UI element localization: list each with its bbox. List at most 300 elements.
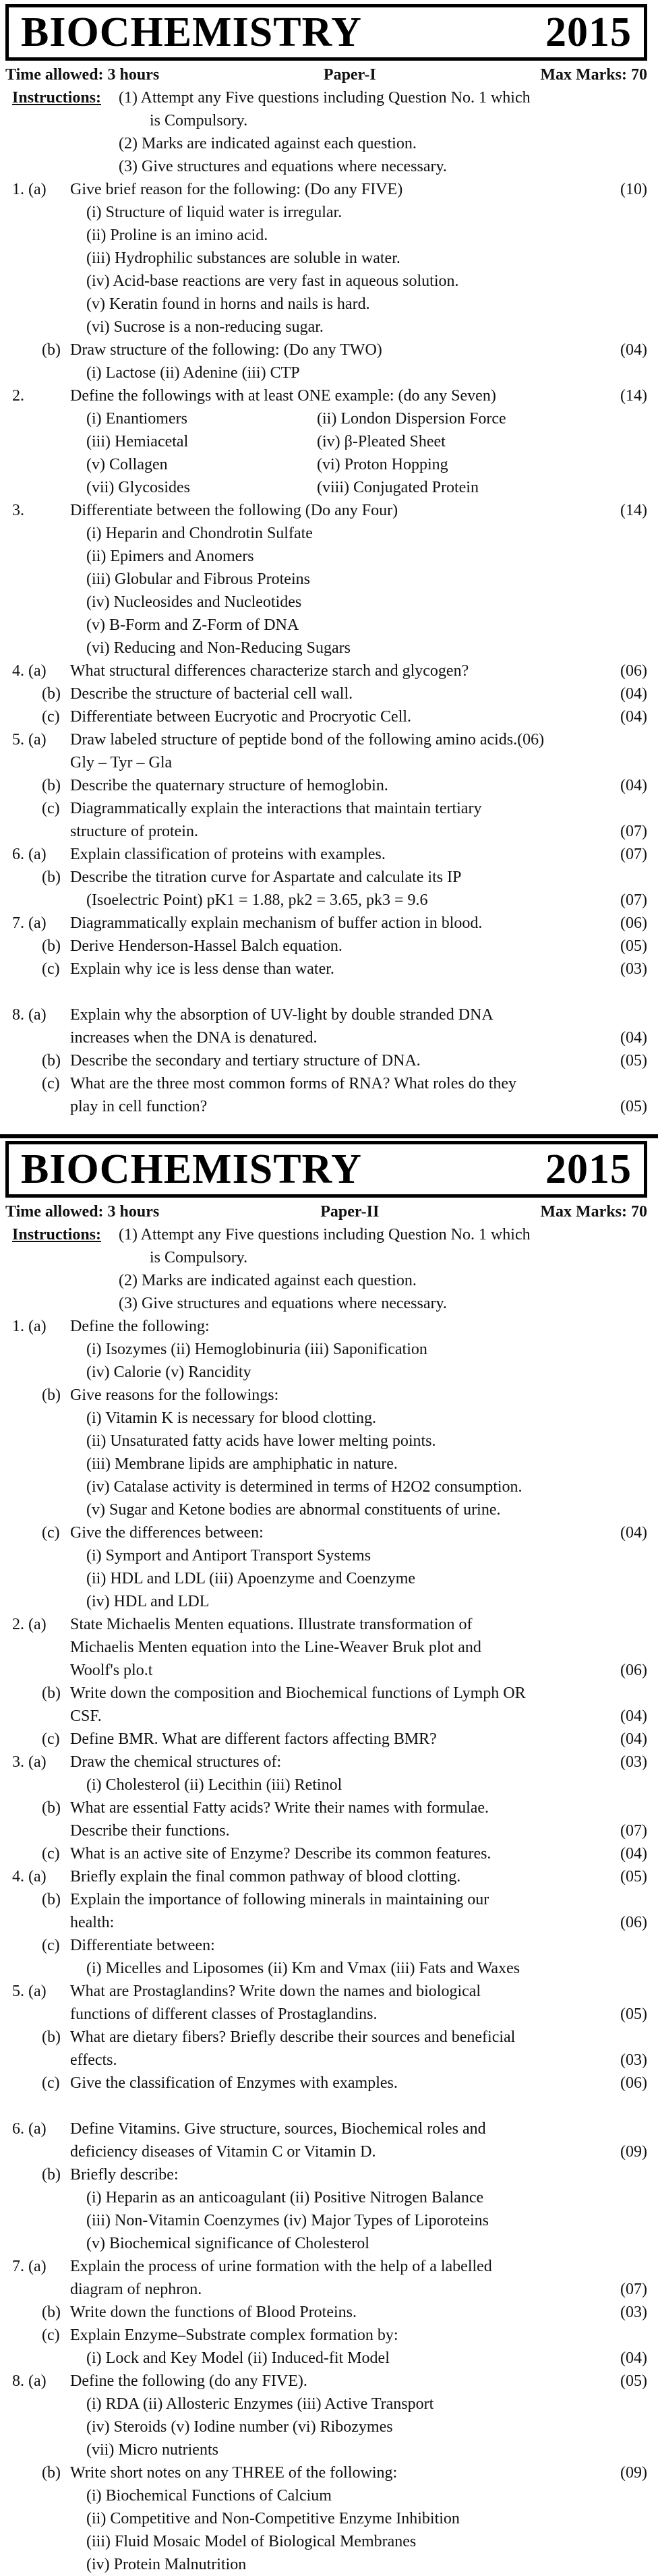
question-line <box>0 1475 658 1498</box>
paper-2-meta <box>5 1202 647 1222</box>
question-line <box>0 2003 658 2026</box>
marks-value: (06) <box>620 914 647 932</box>
question-text: (i) Lactose (ii) Adenine (iii) CTP <box>86 364 300 382</box>
instruction-text: (3) Give structures and equations where necessary. <box>119 1295 447 1312</box>
question-number: (c) <box>42 1730 60 1748</box>
paper-1-questions <box>0 178 658 1118</box>
question-number: (b) <box>42 1685 61 1702</box>
question-line <box>0 1728 658 1751</box>
question-text: Briefly explain the final common pathway of blood clotting. <box>70 1868 461 1885</box>
question-text: Draw labeled structure of peptide bond of the following amino acids.(06) <box>70 731 545 749</box>
question-number: 5. (a) <box>12 731 47 749</box>
question-line <box>0 1682 658 1705</box>
question-text: (iii) Globular and Fibrous Proteins <box>86 570 310 588</box>
marks-value: (14) <box>620 387 647 405</box>
marks-value: (05) <box>620 937 647 955</box>
section-divider <box>0 1134 658 1138</box>
subject-title: BIOCHEMISTRY <box>21 1146 362 1192</box>
question-text: (v) Keratin found in horns and nails is hard. <box>86 295 370 313</box>
question-line <box>0 1796 658 1819</box>
marks-value: (06) <box>620 662 647 680</box>
question-text: State Michaelis Menten equations. Illustrate transformation of <box>70 1616 473 1633</box>
marks-value: (04) <box>620 708 647 726</box>
instruction-text: is Compulsory. <box>150 112 248 129</box>
question-text: Describe the quaternary structure of hemoglobin. <box>70 777 388 794</box>
question-text: What structural differences characterize starch and glycogen? <box>70 662 469 680</box>
question-text: (iv) Calorie (v) Rancidity <box>86 1364 251 1381</box>
question-line <box>0 1361 658 1384</box>
question-text: health: <box>70 1914 115 1931</box>
question-text: Woolf's plo.t <box>70 1662 153 1679</box>
question-line <box>0 1819 658 1842</box>
question-line <box>0 2140 658 2163</box>
instruction-line <box>0 109 658 132</box>
question-text: (iv) Steroids (v) Iodine number (vi) Ribozymes <box>86 2418 393 2436</box>
marks-value: (05) <box>620 2372 647 2390</box>
question-text: (i) Cholesterol (ii) Lecithin (iii) Retinol <box>86 1776 342 1794</box>
question-line <box>0 1315 658 1338</box>
question-text: (ii) HDL and LDL (iii) Apoenzyme and Coenzyme <box>86 1570 416 1587</box>
question-number: (c) <box>42 800 60 817</box>
question-line <box>0 1705 658 1728</box>
question-line <box>0 270 658 293</box>
question-number: 7. (a) <box>12 914 47 932</box>
question-line <box>0 1613 658 1636</box>
question-line <box>0 751 658 774</box>
question-text: (Isoelectric Point) pK1 = 1.88, pk2 = 3.65, pk3 = 9.6 <box>86 891 428 909</box>
question-number: 2. (a) <box>12 1616 47 1633</box>
question-text: (v) Biochemical significance of Cholesterol <box>86 2235 369 2252</box>
question-line <box>0 430 658 453</box>
question-line <box>0 2255 658 2278</box>
marks-value: (06) <box>620 1662 647 1679</box>
question-line <box>0 912 658 935</box>
question-text: Explain Enzyme–Substrate complex formation by: <box>70 2326 398 2344</box>
question-text: (iii) Hydrophilic substances are soluble in water. <box>86 250 400 267</box>
question-line <box>0 1026 658 1049</box>
question-line <box>0 2438 658 2461</box>
question-text: (iii) Hemiacetal <box>86 433 189 450</box>
question-line <box>0 407 658 430</box>
instructions-label: Instructions: <box>12 1226 102 1243</box>
question-line <box>0 2163 658 2186</box>
question-text: structure of protein. <box>70 823 198 840</box>
marks-value: (07) <box>620 1822 647 1840</box>
question-line <box>0 361 658 384</box>
question-text: (iii) Non-Vitamin Coenzymes (iv) Major Types of Liporoteins <box>86 2212 489 2229</box>
question-line <box>0 2301 658 2324</box>
paper-1-instructions <box>0 86 658 178</box>
question-text: (iv) Acid-base reactions are very fast in aqueous solution. <box>86 272 459 290</box>
question-number: (b) <box>42 869 61 886</box>
question-number: 1. (a) <box>12 1318 47 1335</box>
question-line <box>0 247 658 270</box>
question-line <box>0 1430 658 1453</box>
question-text: Diagrammatically explain mechanism of buffer action in blood. <box>70 914 483 932</box>
marks-value: (06) <box>620 2074 647 2092</box>
marks-value: (05) <box>620 1052 647 1070</box>
question-text: (i) Isozymes (ii) Hemoglobinuria (iii) Saponification <box>86 1341 427 1358</box>
question-line <box>0 614 658 637</box>
question-line <box>0 2117 658 2140</box>
marks-value: (05) <box>620 2006 647 2023</box>
question-line <box>0 1590 658 1613</box>
question-line <box>0 889 658 912</box>
instruction-line <box>0 1223 658 1246</box>
question-line <box>0 2484 658 2507</box>
question-line <box>0 797 658 820</box>
question-text: (i) Heparin as an anticoagulant (ii) Positive Nitrogen Balance <box>86 2189 484 2206</box>
question-number: 6. (a) <box>12 846 47 863</box>
marks-value: (07) <box>620 846 647 863</box>
question-text: (i) RDA (ii) Allosteric Enzymes (iii) Active Transport <box>86 2395 434 2413</box>
question-text: What are the three most common forms of RNA? What roles do they <box>70 1075 517 1092</box>
question-line <box>0 568 658 591</box>
question-line <box>0 843 658 866</box>
question-line <box>0 1003 658 1026</box>
question-line <box>0 1636 658 1659</box>
max-marks: Max Marks: 70 <box>540 1202 647 1221</box>
question-line <box>0 2347 658 2370</box>
question-line <box>0 2278 658 2301</box>
paper-2-title-bar <box>5 1141 647 1198</box>
instruction-line <box>0 1269 658 1292</box>
question-number: 7. (a) <box>12 2258 47 2275</box>
question-line <box>0 2072 658 2095</box>
question-text: Give the classification of Enzymes with examples. <box>70 2074 398 2092</box>
question-line <box>0 339 658 361</box>
max-marks: Max Marks: 70 <box>540 65 647 84</box>
question-number: (c) <box>42 1845 60 1863</box>
question-text: Write short notes on any THREE of the following: <box>70 2464 398 2482</box>
question-text: play in cell function? <box>70 1098 208 1115</box>
question-text: Write down the functions of Blood Proteins. <box>70 2304 357 2321</box>
question-text: (i) Biochemical Functions of Calcium <box>86 2487 332 2505</box>
question-line <box>0 1544 658 1567</box>
question-line <box>0 2186 658 2209</box>
question-line <box>0 637 658 660</box>
question-number: (b) <box>42 685 61 703</box>
question-number: (c) <box>42 708 60 726</box>
question-text: (vi) Reducing and Non-Reducing Sugars <box>86 639 351 657</box>
question-text: (i) Vitamin K is necessary for blood clotting. <box>86 1409 377 1427</box>
question-line <box>0 2232 658 2255</box>
question-text: Define the following (do any FIVE). <box>70 2372 307 2390</box>
instruction-line <box>0 1292 658 1315</box>
instruction-text: (2) Marks are indicated against each question. <box>119 1272 417 1289</box>
question-text: Write down the composition and Biochemical functions of Lymph OR <box>70 1685 526 1702</box>
question-line <box>0 1338 658 1361</box>
question-line <box>0 1957 658 1980</box>
instruction-text: (1) Attempt any Five questions including Question No. 1 which <box>119 1226 531 1243</box>
question-number: (c) <box>42 1075 60 1092</box>
question-line <box>0 1453 658 1475</box>
question-number: (b) <box>42 1386 61 1404</box>
question-text: (vi) Sucrose is a non-reducing sugar. <box>86 318 324 336</box>
question-line <box>0 682 658 705</box>
question-text: (iii) Fluid Mosaic Model of Biological Membranes <box>86 2533 417 2550</box>
question-text: (ii) Competitive and Non-Competitive Enzyme Inhibition <box>86 2510 460 2527</box>
question-number: 2. <box>12 387 24 405</box>
question-number: (b) <box>42 937 61 955</box>
question-text: Draw the chemical structures of: <box>70 1753 282 1771</box>
question-text: (iv) Protein Malnutrition <box>86 2556 247 2573</box>
question-line <box>0 958 658 980</box>
question-text: Diagrammatically explain the interactions that maintain tertiary <box>70 800 482 817</box>
question-number: (c) <box>42 2326 60 2344</box>
question-text: (i) Lock and Key Model (ii) Induced-fit Model <box>86 2349 390 2367</box>
question-text: (i) Structure of liquid water is irregular. <box>86 204 342 221</box>
question-line <box>0 1049 658 1072</box>
question-text: Differentiate between the following (Do any Four) <box>70 502 398 519</box>
question-text: Define the following: <box>70 1318 210 1335</box>
instruction-line <box>0 1246 658 1269</box>
marks-value: (07) <box>620 823 647 840</box>
question-text: Explain the importance of following minerals in maintaining our <box>70 1891 489 1908</box>
question-text: Explain classification of proteins with examples. <box>70 846 386 863</box>
question-text: (vii) Micro nutrients <box>86 2441 218 2459</box>
question-number: (b) <box>42 2304 61 2321</box>
marks-value: (04) <box>620 1730 647 1748</box>
question-number: 3. (a) <box>12 1753 47 1771</box>
question-number: (b) <box>42 777 61 794</box>
question-text: What are dietary fibers? Briefly describe their sources and beneficial <box>70 2028 516 2046</box>
question-text: (ii) Unsaturated fatty acids have lower melting points. <box>86 1432 436 1450</box>
question-text: effects. <box>70 2051 117 2069</box>
question-text-col2: (viii) Conjugated Protein <box>317 479 479 496</box>
subject-title: BIOCHEMISTRY <box>21 9 362 55</box>
question-line <box>0 1567 658 1590</box>
question-number: 1. (a) <box>12 181 47 198</box>
question-text: Describe the secondary and tertiary structure of DNA. <box>70 1052 421 1070</box>
question-text: (v) Sugar and Ketone bodies are abnormal constituents of urine. <box>86 1501 501 1519</box>
question-number: (b) <box>42 2166 61 2184</box>
question-number: (b) <box>42 2028 61 2046</box>
question-number: 8. (a) <box>12 1006 47 1024</box>
question-text: (iv) Catalase activity is determined in terms of H2O2 consumption. <box>86 1478 522 1496</box>
instruction-text: (3) Give structures and equations where necessary. <box>119 158 447 175</box>
question-line <box>0 2553 658 2576</box>
question-text: (i) Symport and Antiport Transport Systems <box>86 1547 371 1564</box>
question-text: Draw structure of the following: (Do any TWO) <box>70 341 382 359</box>
question-line <box>0 384 658 407</box>
question-text: (v) B-Form and Z-Form of DNA <box>86 616 299 634</box>
question-text: (i) Heparin and Chondrotin Sulfate <box>86 525 313 542</box>
question-line <box>0 2049 658 2072</box>
question-text: Briefly describe: <box>70 2166 179 2184</box>
question-line <box>0 935 658 958</box>
question-text: deficiency diseases of Vitamin C or Vitamin D. <box>70 2143 376 2161</box>
question-text: Explain why ice is less dense than water. <box>70 960 334 978</box>
question-number: (b) <box>42 341 61 359</box>
instruction-text: (2) Marks are indicated against each question. <box>119 135 417 152</box>
question-line <box>0 1407 658 1430</box>
question-number: (b) <box>42 1891 61 1908</box>
question-line <box>0 453 658 476</box>
question-text: functions of different classes of Prostaglandins. <box>70 2006 378 2023</box>
marks-value: (04) <box>620 777 647 794</box>
question-text: increases when the DNA is denatured. <box>70 1029 318 1047</box>
question-number: (c) <box>42 1937 60 1954</box>
question-line <box>0 820 658 843</box>
question-text-col2: (ii) London Dispersion Force <box>317 410 506 428</box>
question-number: (b) <box>42 2464 61 2482</box>
marks-value: (14) <box>620 502 647 519</box>
question-text: Describe the structure of bacterial cell wall. <box>70 685 353 703</box>
question-line <box>0 2026 658 2049</box>
marks-value: (04) <box>620 1524 647 1542</box>
question-line <box>0 1384 658 1407</box>
question-line <box>0 2324 658 2347</box>
question-line <box>0 1774 658 1796</box>
question-text: What are Prostaglandins? Write down the names and biological <box>70 1983 481 2000</box>
question-line <box>0 1498 658 1521</box>
instructions-label: Instructions: <box>12 89 102 107</box>
time-allowed: Time allowed: 3 hours <box>5 1202 160 1221</box>
question-line <box>0 705 658 728</box>
marks-value: (06) <box>620 1914 647 1931</box>
marks-value: (04) <box>620 2349 647 2367</box>
question-line <box>0 224 658 247</box>
marks-value: (09) <box>620 2464 647 2482</box>
paper-2-questions <box>0 1315 658 2576</box>
question-line <box>0 591 658 614</box>
question-text: Gly – Tyr – Gla <box>70 754 173 771</box>
marks-value: (04) <box>620 685 647 703</box>
question-text: Describe their functions. <box>70 1822 230 1840</box>
question-number: 4. (a) <box>12 662 47 680</box>
question-line <box>0 2393 658 2416</box>
question-text: Differentiate between Eucryotic and Procryotic Cell. <box>70 708 412 726</box>
question-line <box>0 1095 658 1118</box>
question-line <box>0 1072 658 1095</box>
marks-value: (04) <box>620 1845 647 1863</box>
question-line <box>0 1911 658 1934</box>
marks-value: (10) <box>620 181 647 198</box>
marks-value: (04) <box>620 341 647 359</box>
question-number: (c) <box>42 2074 60 2092</box>
question-line <box>0 1865 658 1888</box>
question-line <box>0 2095 658 2117</box>
question-number: 6. (a) <box>12 2120 47 2138</box>
question-text: Derive Henderson-Hassel Balch equation. <box>70 937 342 955</box>
question-text: Give brief reason for the following: (Do any FIVE) <box>70 181 403 198</box>
question-line <box>0 1980 658 2003</box>
question-text: Give reasons for the followings: <box>70 1386 279 1404</box>
question-number: 8. (a) <box>12 2372 47 2390</box>
question-line <box>0 1521 658 1544</box>
question-text: Michaelis Menten equation into the Line-Weaver Bruk plot and <box>70 1639 481 1656</box>
question-text: (iii) Membrane lipids are amphiphatic in nature. <box>86 1455 398 1473</box>
question-line <box>0 201 658 224</box>
question-line <box>0 1842 658 1865</box>
marks-value: (09) <box>620 2143 647 2161</box>
question-text: Give the differences between: <box>70 1524 264 1542</box>
question-number: (b) <box>42 1052 61 1070</box>
paper-1-meta <box>5 65 647 85</box>
question-line <box>0 660 658 682</box>
question-line <box>0 2530 658 2553</box>
instruction-text: (1) Attempt any Five questions including Question No. 1 which <box>119 89 531 107</box>
question-line <box>0 2370 658 2393</box>
question-text: Describe the titration curve for Aspartate and calculate its IP <box>70 869 462 886</box>
question-line <box>0 545 658 568</box>
question-line <box>0 980 658 1003</box>
question-number: (b) <box>42 1799 61 1817</box>
question-text: Define Vitamins. Give structure, sources, Biochemical roles and <box>70 2120 486 2138</box>
question-text: Explain the process of urine formation with the help of a labelled <box>70 2258 492 2275</box>
marks-value: (07) <box>620 891 647 909</box>
question-text-col2: (iv) β-Pleated Sheet <box>317 433 446 450</box>
question-line <box>0 2507 658 2530</box>
question-text: What is an active site of Enzyme? Describe its common features. <box>70 1845 491 1863</box>
question-number: 5. (a) <box>12 1983 47 2000</box>
question-text: (i) Enantiomers <box>86 410 187 428</box>
question-line <box>0 293 658 316</box>
question-line <box>0 178 658 201</box>
marks-value: (05) <box>620 1098 647 1115</box>
question-text-col2: (vi) Proton Hopping <box>317 456 448 473</box>
instruction-line <box>0 155 658 178</box>
question-number: (c) <box>42 960 60 978</box>
question-line <box>0 1659 658 1682</box>
question-text: Explain why the absorption of UV-light by double stranded DNA <box>70 1006 494 1024</box>
question-text: (i) Micelles and Liposomes (ii) Km and Vmax (iii) Fats and Waxes <box>86 1960 520 1977</box>
instruction-text: is Compulsory. <box>150 1249 248 1266</box>
question-text: Define BMR. What are different factors affecting BMR? <box>70 1730 437 1748</box>
question-text: CSF. <box>70 1707 102 1725</box>
marks-value: (03) <box>620 2304 647 2321</box>
exam-year: 2015 <box>545 9 632 55</box>
question-text: diagram of nephron. <box>70 2281 202 2298</box>
marks-value: (03) <box>620 1753 647 1771</box>
marks-value: (03) <box>620 960 647 978</box>
question-text: (ii) Proline is an imino acid. <box>86 227 268 244</box>
question-number: 4. (a) <box>12 1868 47 1885</box>
paper-number: Paper-I <box>323 65 376 84</box>
question-text: (iv) HDL and LDL <box>86 1593 210 1610</box>
question-line <box>0 2209 658 2232</box>
question-line <box>0 499 658 522</box>
paper-2-instructions <box>0 1223 658 1315</box>
instruction-line <box>0 132 658 155</box>
marks-value: (05) <box>620 1868 647 1885</box>
question-text: Define the followings with at least ONE example: (do any Seven) <box>70 387 496 405</box>
marks-value: (04) <box>620 1029 647 1047</box>
question-number: 3. <box>12 502 24 519</box>
question-line <box>0 316 658 339</box>
question-line <box>0 2461 658 2484</box>
question-line <box>0 728 658 751</box>
question-line <box>0 1751 658 1774</box>
time-allowed: Time allowed: 3 hours <box>5 65 160 84</box>
question-number: (c) <box>42 1524 60 1542</box>
question-text: Differentiate between: <box>70 1937 215 1954</box>
question-text: (iv) Nucleosides and Nucleotides <box>86 593 302 611</box>
question-line <box>0 1934 658 1957</box>
question-text: (ii) Epimers and Anomers <box>86 548 254 565</box>
question-line <box>0 2416 658 2438</box>
question-text: (vii) Glycosides <box>86 479 190 496</box>
marks-value: (07) <box>620 2281 647 2298</box>
question-line <box>0 476 658 499</box>
paper-number: Paper-II <box>320 1202 380 1221</box>
paper-1-title-bar <box>5 4 647 61</box>
marks-value: (04) <box>620 1707 647 1725</box>
instruction-line <box>0 86 658 109</box>
exam-year: 2015 <box>545 1146 632 1192</box>
question-line <box>0 866 658 889</box>
